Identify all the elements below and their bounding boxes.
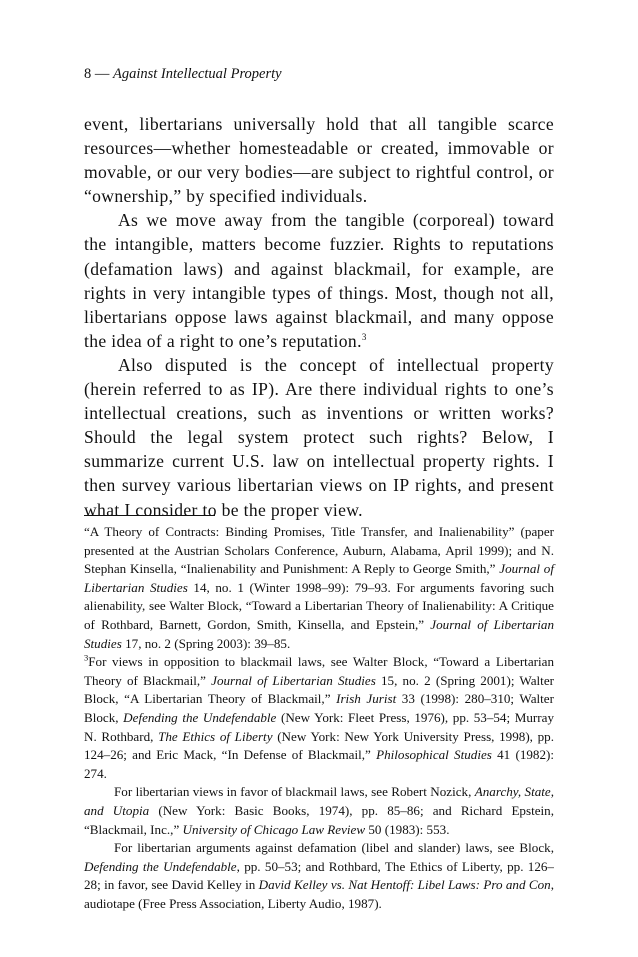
footnote-3: [84, 653, 554, 783]
footnote-ref-3[interactable]: 3: [361, 331, 367, 342]
fn-title: Irish Jurist: [336, 691, 397, 707]
fn-title: University of Chicago Law Review: [182, 821, 366, 837]
fn-title: The Ethics of Liberty: [158, 728, 273, 744]
paragraph-1: event, libertarians universally hold that all tangible scarce resources—whether homesteadable or created, immovable or movable, or our very bodies—are subject to rightful control, or “ownership,” by specified individuals.: [84, 114, 554, 207]
page-number: 8: [84, 66, 92, 82]
fn-text: , audiotape (Free Press Association, Liberty Audio, 1987).: [84, 877, 554, 911]
fn-text: (New York: Fleet Press, 1976), pp. 53–54; Murray N. Rothbard,: [84, 709, 554, 744]
header-dash: —: [91, 66, 113, 82]
footnote-number-3: 3: [84, 652, 89, 663]
fn-text: , pp. 50–53; and Rothbard, The Ethics of Liberty, pp. 126–28; in favor, see David Kelley in: [84, 858, 554, 893]
fn-text: 14, no. 1 (Winter 1998–99): 79–93. For arguments favoring such alienability, see Walter Block, “Toward a Libertarian Theory of Inalienability: A Critique of Rothbard, Barnett, Gordon, Smith, Kinsella, and Epstein,”: [84, 579, 554, 632]
footnotes: [84, 523, 554, 913]
fn-title: Anarchy, State, and Utopia: [84, 784, 555, 818]
fn-title: David Kelley vs. Nat Hentoff: Libel Laws: Pro and Con: [258, 877, 551, 893]
fn-title: Defending the Undefendable: [123, 709, 277, 725]
main-text: [84, 112, 554, 522]
book-title: Against Intellectual Property: [113, 66, 282, 82]
fn-text: (New York: New York University Press, 1998), pp. 124–26; and Eric Mack, “In Defense of Blackmail,”: [84, 728, 554, 763]
paragraph-2-text: As we move away from the tangible (corporeal) toward the intangible, matters become fuzzier. Rights to reputations (defamation laws) and against blackmail, for example, are rights in very intangible types of things. Most, though not all, libertarians oppose laws against blackmail, and many oppose the idea of a right to one’s reputation.: [84, 210, 554, 351]
fn-title: Journal of Libertarian Studies: [84, 561, 554, 595]
paragraph-3: Also disputed is the concept of intellectual property (herein referred to as IP). Are there individual rights to one’s intellectual creations, such as inventions or written works? Should the legal system protect such rights? Below, I summarize current U.S. law on intellectual property rights. I then survey various libertarian views on IP rights, and present what I consider to be the proper view.: [84, 354, 554, 520]
footnote-3-favor: [84, 783, 554, 839]
fn-text: 33 (1998): 280–310; Walter Block,: [84, 691, 554, 725]
running-head: [84, 66, 554, 83]
fn-text: 15, no. 2 (Spring 2001); Walter Block, “A Libertarian Theory of Blackmail,”: [84, 672, 554, 707]
fn-text: 41 (1982): 274.: [84, 747, 555, 781]
footnote-continued: [84, 523, 554, 653]
paragraph-2: [84, 208, 554, 353]
fn-title: Defending the Undefendable: [84, 858, 237, 874]
fn-text: For libertarian arguments against defamation (libel and slander) laws, see Block,: [114, 840, 554, 856]
footnote-divider: [84, 515, 215, 516]
fn-text: (New York: Basic Books, 1974), pp. 85–86; and Richard Epstein, “Blackmail, Inc.,”: [84, 802, 554, 837]
footnote-3-defamation: [84, 839, 554, 913]
fn-text: “A Theory of Contracts: Binding Promises, Title Transfer, and Inalienability” (paper presented at the Austrian Scholars Conference, Auburn, Alabama, April 1999); and N. Stephan Kinsella, “Inalienability and Punishment: A Reply to George Smith,”: [84, 524, 554, 577]
fn-text: For libertarian views in favor of blackmail laws, see Robert Nozick,: [114, 784, 475, 800]
fn-title: Journal of Libertarian Studies: [84, 616, 554, 651]
fn-title: Journal of Libertarian Studies: [211, 672, 376, 688]
fn-title: Philosophical Studies: [376, 747, 492, 763]
fn-text: 17, no. 2 (Spring 2003): 39–85.: [121, 635, 291, 651]
fn-text: 50 (1983): 553.: [365, 821, 450, 837]
fn-text: For views in opposition to blackmail laws, see Walter Block, “Toward a Libertarian Theory of Blackmail,”: [84, 654, 554, 688]
